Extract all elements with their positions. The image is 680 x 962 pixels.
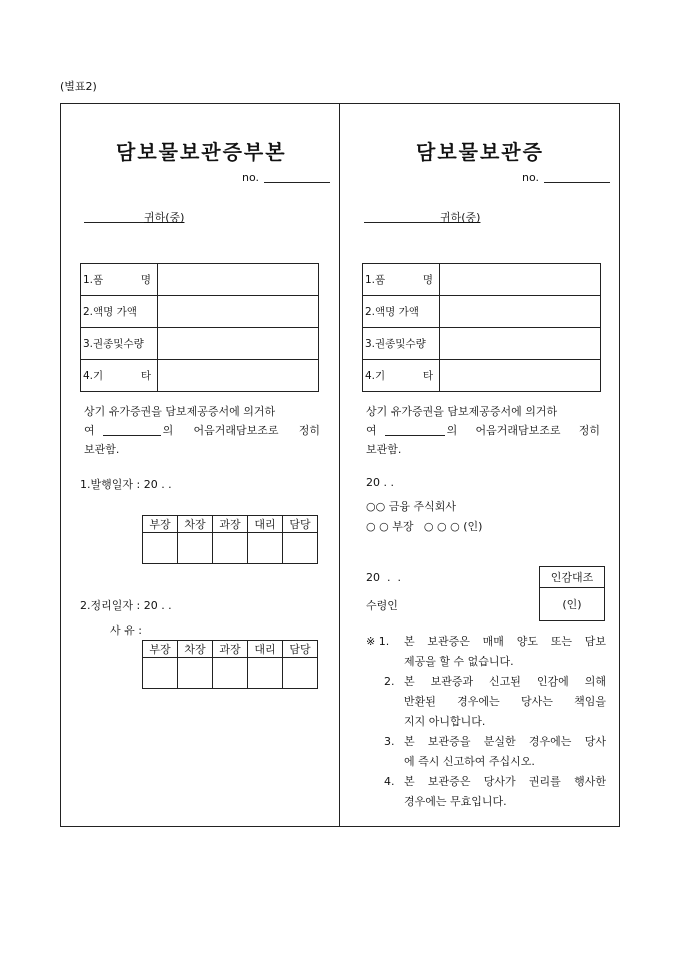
approval-header: 차장 bbox=[178, 516, 213, 533]
approval-header: 과장 bbox=[213, 516, 248, 533]
seal-table bbox=[539, 566, 605, 621]
seal-box[interactable]: (인) bbox=[540, 588, 605, 621]
item-label: 1.품 bbox=[83, 274, 104, 286]
approval-cell[interactable] bbox=[283, 658, 318, 689]
approval-header: 차장 bbox=[178, 641, 213, 658]
item-label: 3.권종및수량 bbox=[83, 338, 144, 350]
approval-header: 대리 bbox=[248, 516, 283, 533]
right-items-table bbox=[362, 263, 601, 392]
table-row: 4.기 타 bbox=[363, 360, 601, 392]
reason-label: 사 유 : bbox=[110, 624, 142, 637]
note-item: ※ 1. 본 보관증은 매매 양도 또는 담보 제공을 할 수 없습니다. bbox=[366, 635, 606, 668]
left-no-label: no. bbox=[242, 171, 260, 184]
table-row bbox=[363, 328, 601, 360]
approval-cell[interactable] bbox=[143, 533, 178, 564]
settle-date: 2.정리일자 : 20 . . bbox=[80, 599, 172, 612]
approval-cell[interactable] bbox=[143, 658, 178, 689]
item-label: 2.액명 가액 bbox=[365, 306, 419, 318]
right-statement-blank[interactable] bbox=[385, 421, 445, 436]
left-statement-blank[interactable] bbox=[103, 421, 161, 436]
approval-cell[interactable] bbox=[178, 533, 213, 564]
approval-header: 부장 bbox=[143, 516, 178, 533]
approval-header: 담당 bbox=[283, 641, 318, 658]
right-title: 담보물보관증 bbox=[416, 140, 544, 164]
note-item: 3. 본 보관증을 분실한 경우에는 당사 에 즉시 신고하여 주십시오. bbox=[384, 735, 606, 768]
item-value[interactable] bbox=[440, 264, 601, 296]
approval-cell[interactable] bbox=[213, 533, 248, 564]
left-statement: 상기 유가증권을 담보제공증서에 의거하 여 의 어음거래담보조로 정히 보관함. bbox=[84, 405, 320, 456]
left-items-table bbox=[80, 263, 319, 392]
table-row bbox=[81, 328, 319, 360]
item-label: 3.권종및수량 bbox=[365, 338, 426, 350]
center-divider bbox=[339, 103, 340, 827]
approval-cell[interactable] bbox=[178, 658, 213, 689]
approval-header: 대리 bbox=[248, 641, 283, 658]
item-label: 4.기 bbox=[365, 370, 386, 382]
item-value[interactable] bbox=[440, 360, 601, 392]
item-value[interactable] bbox=[158, 264, 319, 296]
table-row bbox=[81, 296, 319, 328]
company-name: ○○ 금융 주식회사 bbox=[366, 500, 456, 513]
item-value[interactable] bbox=[158, 328, 319, 360]
right-date-2: 20 . . bbox=[366, 571, 401, 584]
left-title: 담보물보관증부본 bbox=[116, 140, 287, 164]
item-value[interactable] bbox=[158, 296, 319, 328]
item-label: 2.액명 가액 bbox=[83, 306, 137, 318]
approval-cell[interactable] bbox=[248, 533, 283, 564]
left-recipient: 귀하(중) bbox=[144, 211, 185, 224]
item-label: 1.품 bbox=[365, 274, 386, 286]
right-recipient: 귀하(중) bbox=[440, 211, 481, 224]
item-value[interactable] bbox=[440, 328, 601, 360]
approval-table-2 bbox=[142, 640, 318, 689]
left-recipient-field[interactable] bbox=[84, 210, 144, 223]
right-no-label: no. bbox=[522, 171, 540, 184]
table-row bbox=[363, 296, 601, 328]
table-row: 1.품 명 bbox=[81, 264, 319, 296]
right-statement: 상기 유가증권을 담보제공증서에 의거하 여 의 어음거래담보조로 정히 보관함. bbox=[366, 405, 600, 456]
issue-date: 1.발행일자 : 20 . . bbox=[80, 478, 172, 491]
receiver-label: 수령인 bbox=[366, 599, 398, 612]
left-no-field[interactable] bbox=[264, 168, 330, 183]
approval-header: 과장 bbox=[213, 641, 248, 658]
manager-line: ○ ○ 부장 ○ ○ ○ (인) bbox=[366, 520, 483, 533]
right-date: 20 . . bbox=[366, 476, 394, 489]
right-no-field[interactable] bbox=[544, 168, 610, 183]
right-recipient-field[interactable] bbox=[364, 210, 440, 223]
approval-table-1 bbox=[142, 515, 318, 564]
appendix-label: (별표2) bbox=[60, 80, 97, 93]
item-value[interactable] bbox=[158, 360, 319, 392]
note-item: 4. 본 보관증은 당사가 권리를 행사한 경우에는 무효입니다. bbox=[384, 775, 606, 808]
notes bbox=[366, 632, 606, 812]
approval-header: 부장 bbox=[143, 641, 178, 658]
item-value[interactable] bbox=[440, 296, 601, 328]
approval-cell[interactable] bbox=[248, 658, 283, 689]
table-row: 1.품 명 bbox=[363, 264, 601, 296]
approval-cell[interactable] bbox=[213, 658, 248, 689]
table-row: 4.기 타 bbox=[81, 360, 319, 392]
note-item: 2. 본 보관증과 신고된 인감에 의해 반환된 경우에는 당사는 책임을 지지 아니합니다. bbox=[384, 675, 606, 728]
approval-header: 담당 bbox=[283, 516, 318, 533]
item-label: 4.기 bbox=[83, 370, 104, 382]
approval-cell[interactable] bbox=[283, 533, 318, 564]
seal-header: 인감대조 bbox=[540, 567, 605, 588]
